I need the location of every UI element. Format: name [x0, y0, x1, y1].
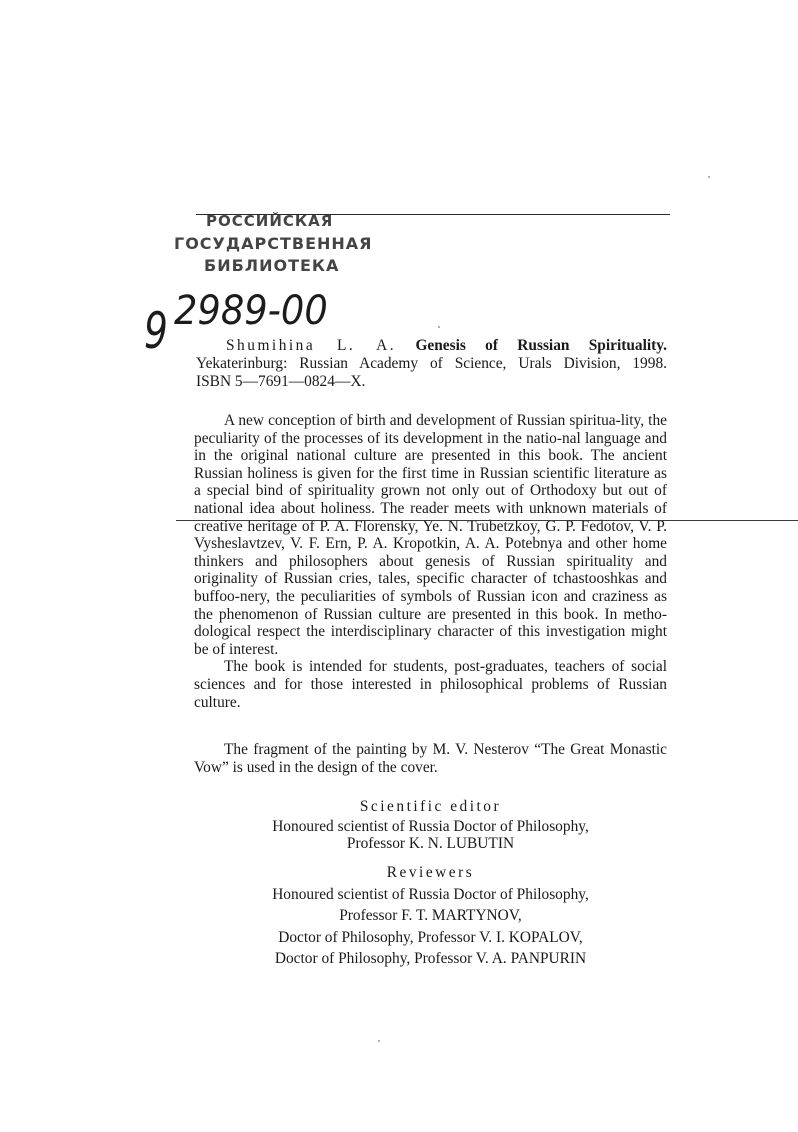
citation-isbn: ISBN 5—7691—0824—X. [196, 373, 366, 390]
editor-line-2: Professor K. N. LUBUTIN [346, 834, 515, 852]
cover-note-text: The fragment of the painting by M. V. Nesterov “The Great Monastic Vow” is used in the design of the cover. [194, 741, 667, 776]
citation-line-1 [196, 337, 667, 355]
editor-line-1: Honoured scientist of Russia Doctor of Philosophy, [272, 817, 589, 835]
abstract [194, 412, 667, 711]
editor-credits [194, 796, 667, 852]
citation-publisher: Yekaterinburg: Russian Academy of Science, Urals Division, 1998. [196, 355, 667, 372]
abstract-paragraph-1: A new conception of birth and development of Russian spiritua-lity, the peculiarity of the processes of its development in the natio-nal language and in the original national culture are presented in this book. The ancient Russian holiness is given for the first time in Russian scientific literature as a special bind of spirituality grown not only out of Orthodoxy but out of national idea about holiness. The reader meets with unknown materials of creative heritage of P. A. Florensky, Ye. N. Trubetzkoy, G. P. Fedotov, V. P. Vysheslavtzev, V. F. Ern, P. A. Kropotkin, A. A. Potebnya and other home thinkers and philosophers about genesis of Russian spirituality and originality of Russian cries, tales, specific character of tchastooshkas and buffoo-nery, the peculiarities of symbols of Russian icon and craziness as the phenomenon of Russian culture are presented in this book. In metho-dological respect the interdisciplinary character of this investigation might be of interest. [194, 412, 667, 658]
reviewers-line-3: Doctor of Philosophy, Professor V. I. KOPALOV, [278, 928, 583, 946]
reviewers-credits [194, 862, 667, 970]
scan-artifact-line [176, 520, 798, 521]
cover-note [194, 741, 667, 776]
citation-title: Genesis of Russian Spirituality. [415, 337, 667, 354]
abstract-paragraph-2: The book is intended for students, post-graduates, teachers of social sciences and for those interested in philosophical problems of Russian culture. [194, 658, 667, 711]
library-stamp-line-2: ГОСУДАРСТВЕННАЯ [174, 234, 373, 253]
reviewers-line-2: Professor F. T. MARTYNOV, [339, 907, 522, 924]
scan-speck [708, 176, 710, 178]
reviewers-line-1: Honoured scientist of Russia Doctor of Philosophy, [272, 885, 589, 903]
library-stamp-line-3: БИБЛИОТЕКА [204, 256, 340, 275]
scan-speck [438, 326, 440, 328]
reviewers-line-4: Doctor of Philosophy, Professor V. A. PANPURIN [274, 950, 587, 967]
call-number-code: 2989-00 [174, 288, 328, 334]
editor-heading: Scientific editor [359, 798, 502, 815]
library-stamp-line-1: РОССИЙСКАЯ [206, 212, 334, 230]
reviewers-heading: Reviewers [386, 864, 475, 881]
call-number-prefix: 9 [144, 302, 168, 360]
citation-author: Shumihina L. A. [226, 337, 397, 354]
citation [196, 337, 667, 391]
scan-speck [378, 1040, 380, 1042]
